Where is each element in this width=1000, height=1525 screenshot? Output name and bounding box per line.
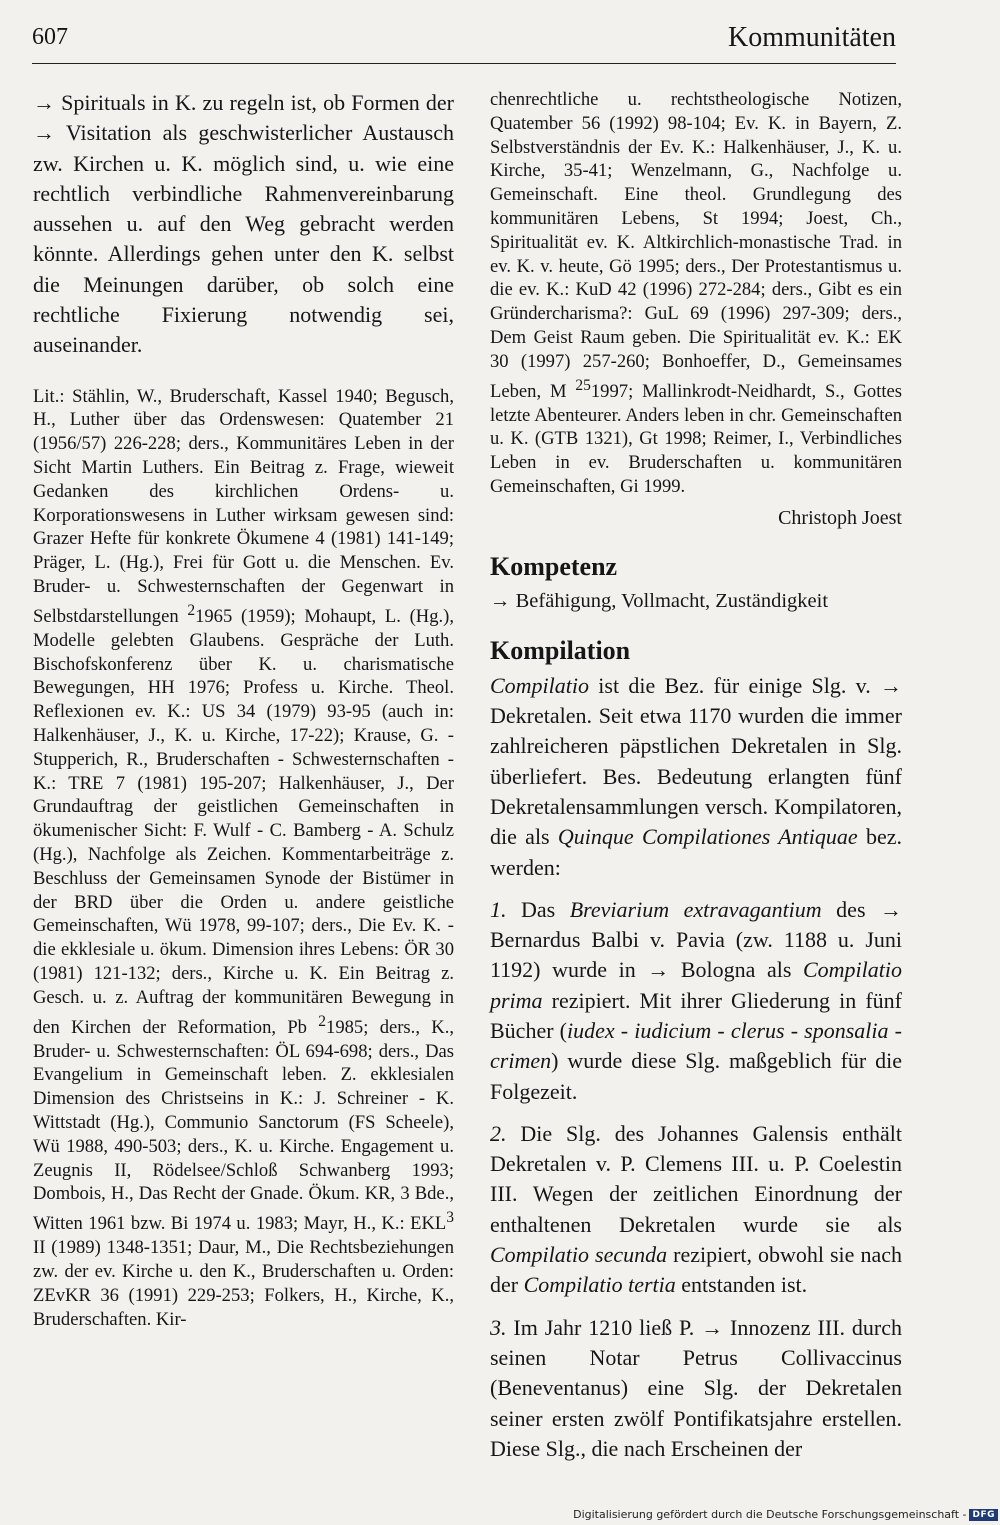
running-title: Kommunitäten: [728, 22, 896, 53]
footer-credit: [573, 1508, 998, 1521]
header-rule: [32, 63, 896, 64]
lemma-kompilation: Kompilation: [490, 635, 631, 665]
literature-list: Lit.: Stählin, W., Bruderschaft, Kassel 1940; Begusch, H., Luther über das Ordenswesen: Quatember 21 (1956/57) 226-228; ders., Kommunitäres Leben in der Sicht Martin Luthers. Ein Beitrag z. Frage, wieweit Gedanken des kirchlichen Ordens- u. Korporationswesens in Luther wirksam gewesen sind: Grazer Hefte für konkrete Ökumene 4 (1981) 141-149; Präger, L. (Hg.), Frei für Gott u. die Menschen. Ev. Bruder- u. Schwesternschaften der Gegenwart in Selbstdarstellungen $^2$1965 (1959); Mohaupt, L. (Hg.), Modelle gelebten Glaubens. Gespräche der Luth. Bischofskonferenz über K. u. charismatische Bewegungen, HH 1976; Profess u. Kirche. Theol. Reflexionen ev. K.: US 34 (1979) 93-95 (auch in: Halkenhäuser, J., K. u. Kirche, 17-22); Krause, G. - Stupperich, R., Bruderschaften - Schwesternschaften - K.: TRE 7 (1981) 195-207; Halkenhäuser, J., Der Grundauftrag der geistlichen Gemeinschaften in ökumenischer Sicht: F. Wulf - C. Bamberg - A. Schulz (Hg.), Nachfolge als Zeichen. Kommentarbeiträge z. Beschluss der Gemeinsamen Synode der Bistümer in der BRD über die Orden u. andere geistliche Gemeinschaften, Wü 1978, 99-107; ders., Die Ev. K. - die ekklesiale u. ökum. Dimension ihres Lebens: ÖR 30 (1981) 121-132; ders., Kirche u. K. Ein Beitrag z. Gesch. u. z. Auftrag der kommunitären Bewegung in den Kirchen der Reformation, Pb $^2$1985; ders., K., Bruder- u. Schwesternschaften: ÖL 694-698; ders., Das Evangelium in Gemeinschaft leben. Z. ekklesialen Dimension des Christseins in K.: J. Schreiner - K. Wittstadt (Hg.), Communio Sanctorum (FS Scheele), Wü 1988, 490-503; ders., K. u. Kirche. Engagement u. Zeugnis II, Rödelsee/Schloß Schwanberg 1993; Dombois, H., Das Recht der Gnade. Ökum. KR, 3 Bde., Witten 1961 bzw. Bi 1974 u. 1983; Mayr, H., K.: EKL$^3$ II (1989) 1348-1351; Daur, M., Die Rechtsbeziehungen zw. der ev. Kirche u. den K., Bruderschaften u. Orden: ZEvKR 36 (1991) 229-253; Folkers, H., Kirche, K., Bruderschaften. Kir-: [33, 385, 454, 1330]
kompilation-intro: Compilatio ist die Bez. für einige Slg. v. → Dekretalen. Seit etwa 1170 wurden die immer zahlreicheren päpstlichen Dekretalen in Slg. überliefert. Bes. Bedeutung erlangten fünf Dekretalensammlungen versch. Kompilatoren, die als Quinque Compilationes Antiquae bez. werden:: [490, 672, 902, 880]
author-signature: Christoph Joest: [778, 506, 902, 529]
right-column: [490, 88, 902, 1464]
kompilation-paragraph-3: 3. Im Jahr 1210 ließ P. → Innozenz III. durch seinen Notar Petrus Collivaccinus (Beneventanus) eine Slg. der Dekretalen seiner ersten zwölf Pontifikatsjahre erstellen. Diese Slg., die nach Erscheinen der: [490, 1314, 902, 1461]
credit-text: Digitalisierung gefördert durch die Deutsche Forschungsgemeinschaft -: [573, 1508, 967, 1521]
dfg-logo-icon: DFG: [969, 1509, 998, 1521]
cross-reference: → Befähigung, Vollmacht, Zuständigkeit: [490, 589, 829, 612]
kompilation-paragraph-1: 1. Das Breviarium extravagantium des → Bernardus Balbi v. Pavia (zw. 1188 u. Juni 1192) wurde in → Bologna als Compilatio prima rezipiert. Mit ihrer Gliederung in fünf Bücher (iudex - iudicium - clerus - sponsalia - crimen) wurde diese Slg. maßgeblich für die Folgezeit.: [490, 896, 903, 1104]
intro-paragraph: → Spirituals in K. zu regeln ist, ob Formen der → Visitation als geschwisterlicher Austausch zw. Kirchen u. K. möglich sind, u. wie eine rechtlich verbindliche Rahmenvereinbarung aussehen u. auf den Weg gebracht werden könnte. Allerdings gehen unter den K. selbst die Meinungen darüber, ob solch eine rechtliche Fixierung notwendig sei, auseinander.: [33, 90, 454, 358]
literature-continued: chenrechtliche u. rechtstheologische Notizen, Quatember 56 (1992) 98-104; Ev. K. in Bayern, Z. Selbstverständnis der Ev. K.: Halkenhäuser, J., K. u. Kirche, 35-41; Wenzelmann, G., Nachfolge u. Gemeinschaft. Eine theol. Grundlegung des kommunitären Lebens, St 1994; Joest, Ch., Spiritualität ev. K. Altkirchlich-monastische Trad. in ev. K. v. heute, Gö 1995; ders., Der Protestantismus u. die ev. K.: KuD 42 (1996) 272-284; ders., Gibt es ein Gründercharisma?: GuL 69 (1996) 297-309; ders., Dem Geist Raum geben. Die Spiritualität ev. K.: EK 30 (1997) 257-260; Bonhoeffer, D., Gemeinsames Leben, M $^{25}$1997; Mallinkrodt-Neidhardt, S., Gottes letzte Abenteurer. Anders leben in chr. Gemeinschaften u. K. (GTB 1321), Gt 1998; Reimer, I., Verbindliches Leben in ev. Bruderschaften u. kommunitären Gemeinschaften, Gi 1999.: [490, 89, 903, 497]
page-number: 607: [32, 24, 68, 50]
left-column: [33, 88, 454, 1331]
lemma-kompetenz: Kompetenz: [490, 551, 618, 581]
kompilation-paragraph-2: 2. Die Slg. des Johannes Galensis enthält Dekretalen v. P. Clemens III. u. P. Coelestin III. Wegen der zeitlichen Einordnung der enthaltenen Dekretalen wurde sie als Compilatio secunda rezipiert, obwohl sie nach der Compilatio tertia entstanden ist.: [490, 1120, 902, 1298]
